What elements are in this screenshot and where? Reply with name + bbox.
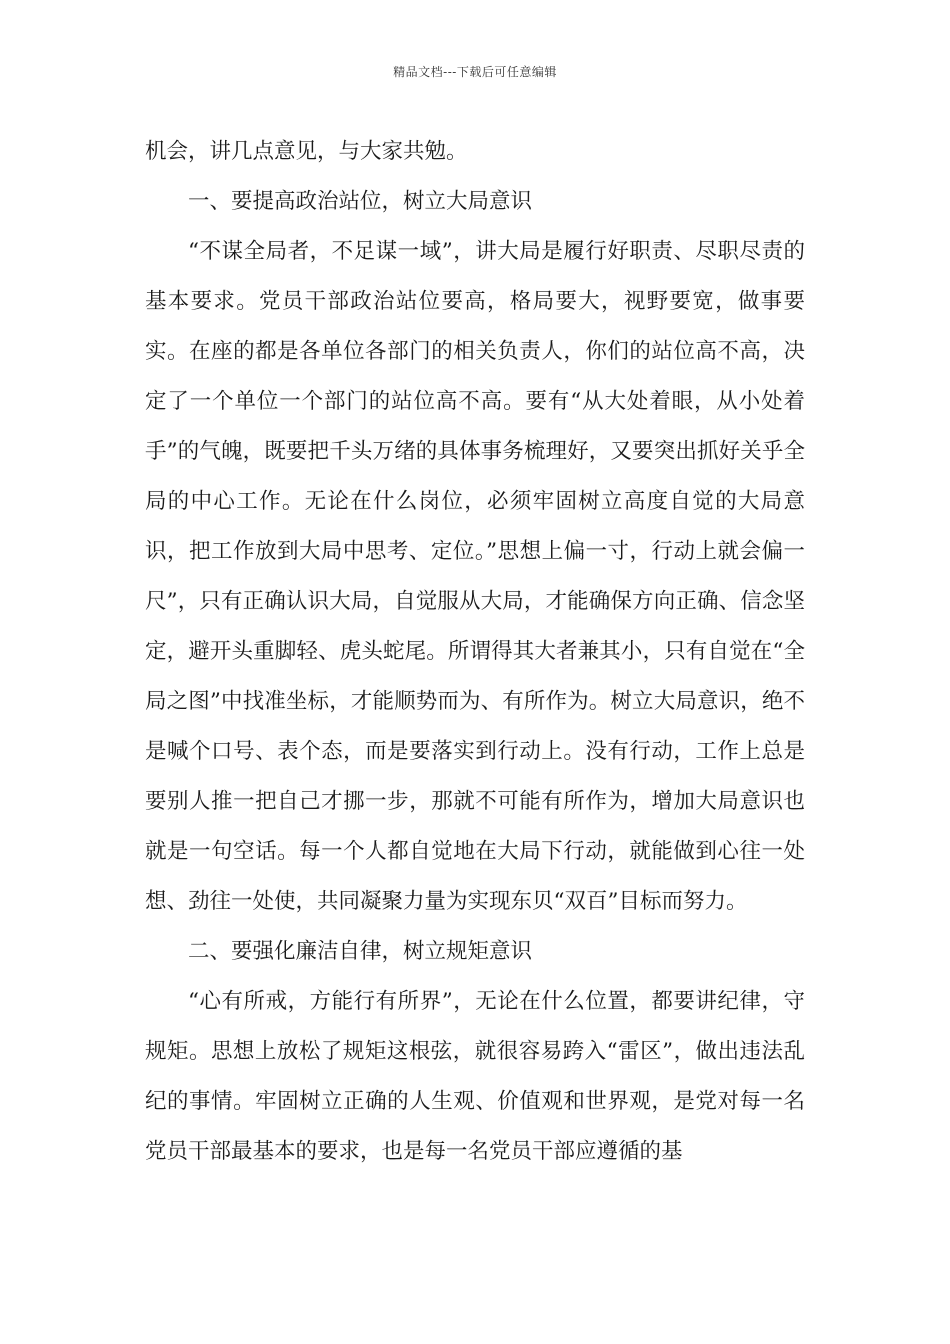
- paragraph-big-picture: “不谋全局者，不足谋一域”，讲大局是履行好职责、尽职尽责的基本要求。党员干部政治站位要高，格局要大，视野要宽，做事要实。在座的都是各单位各部门的相关负责人，你们的站位高不高，决定了一个单位一个部门的站位高不高。要有“从大处着眼，从小处着手”的气魄，既要把千头万绪的具体事务梳理好，又要突出抓好关乎全局的中心工作。无论在什么岗位，必须牢固树立高度自觉的大局意识，把工作放到大局中思考、定位。”思想上偏一寸，行动上就会偏一尺”，只有正确认识大局，自觉服从大局，才能确保方向正确、信念坚定，避开头重脚轻、虎头蛇尾。所谓得其大者兼其小，只有自觉在“全局之图”中找准坐标，才能顺势而为、有所作为。树立大局意识，绝不是喊个口号、表个态，而是要落实到行动上。没有行动，工作上总是要别人推一把自己才挪一步，那就不可能有所作为，增加大局意识也就是一句空话。每一个人都自觉地在大局下行动，就能做到心往一处想、劲往一处使，共同凝聚力量为实现东贝“双百”目标而努力。: [145, 239, 805, 914]
- section-heading-1: 一、要提高政治站位，树立大局意识: [188, 189, 533, 214]
- document-body: [145, 127, 805, 1177]
- section-heading-2: 二、要强化廉洁自律，树立规矩意识: [188, 939, 533, 964]
- page-header: 精品文档---下载后可任意编辑: [393, 65, 557, 79]
- paragraph-rules: “心有所戒，方能行有所界”，无论在什么位置，都要讲纪律，守规矩。思想上放松了规矩这根弦，就很容易跨入“雷区”，做出违法乱纪的事情。牢固树立正确的人生观、价值观和世界观，是党对每一名党员干部最基本的要求，也是每一名党员干部应遵循的基: [145, 989, 805, 1164]
- paragraph-continuation: 机会，讲几点意见，与大家共勉。: [145, 139, 468, 164]
